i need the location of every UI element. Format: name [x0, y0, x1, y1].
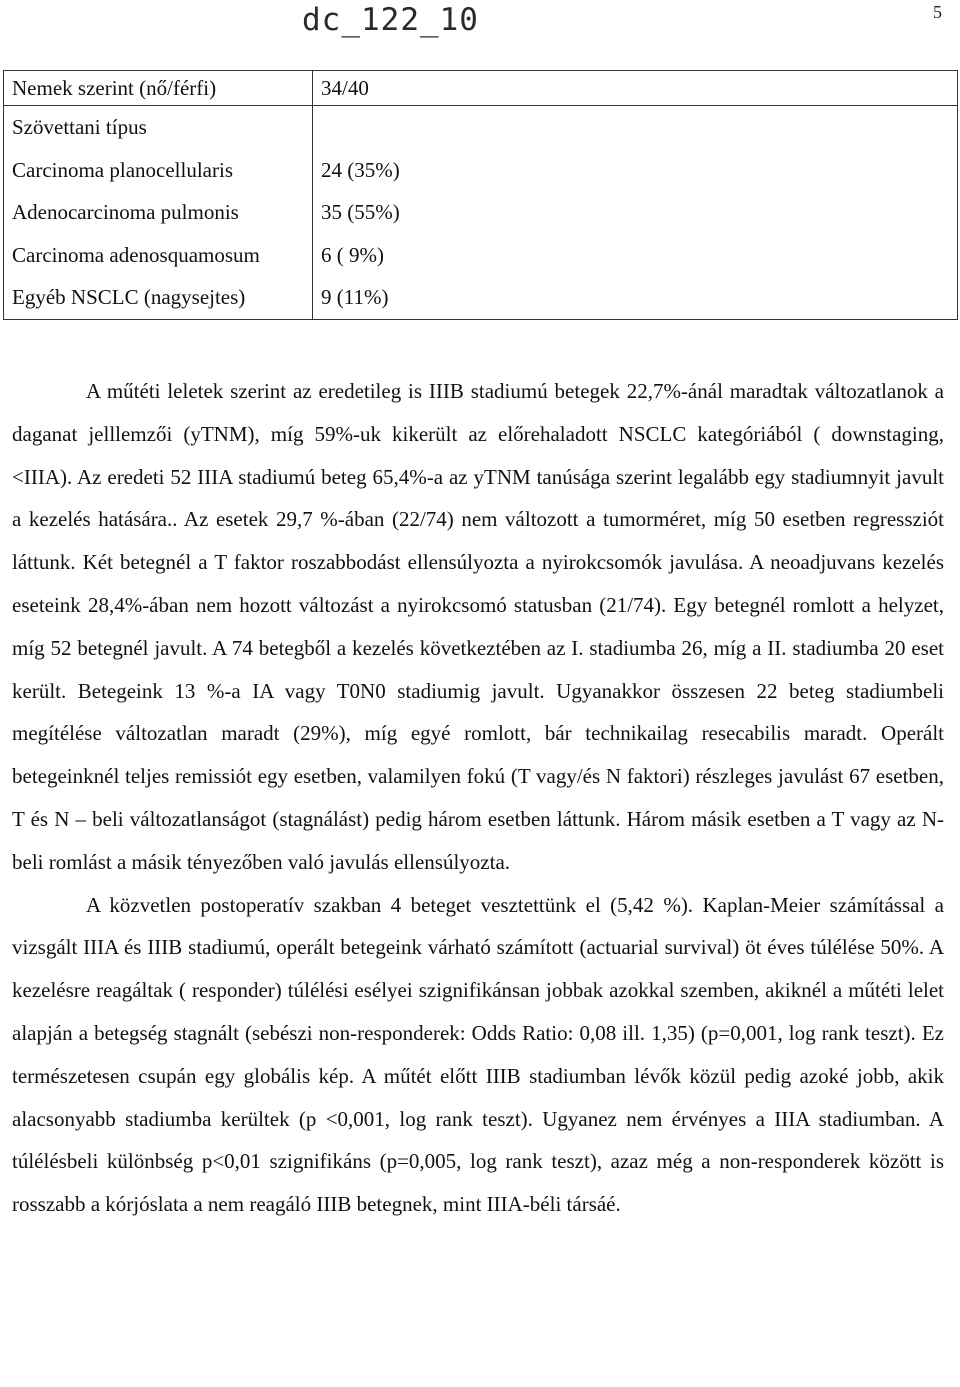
table-cell-text: 6 ( 9%) — [321, 242, 384, 267]
table-cell-text: Szövettani típus — [12, 115, 147, 139]
table-cell-text: 35 (55%) — [321, 200, 400, 224]
table-cell-text: Adenocarcinoma pulmonis — [12, 200, 239, 224]
paragraph: A műtéti leletek szerint az eredetileg is IIIB stadiumú betegek 22,7%-ánál maradtak változatlanok a daganat jelllemzői (yTNM), míg 59%-uk kikerült az előrehaladott NSCLC kategóriából ( downstaging, <IIIA). Az eredeti 52 IIIA stadiumú beteg 65,4%-a az yTNM tanúsága szerint legalább egy stadiumnyit javult a kezelés hatására.. Az esetek 29,7 %-ában (22/74) nem változott a tumorméret, míg 50 esetben regressziót láttunk. Két betegnél a T faktor roszabbodást ellensúlyozta a nyirokcsomók javulása. A neoadjuvans kezelés eseteink 28,4%-ában nem hozott változást a nyirokcsomó statusban (21/74). Egy betegnél romlott a helyzet, míg 52 betegnél javult. A 74 betegből a kezelés következtében az I. stadiumba 26, míg a II. stadiumba 20 eset került. Betegeink 13 %-a IA vagy T0N0 stadiumig javult. Ugyanakkor összesen 22 beteg stadiumbeli megítélése változatlan maradt (29%), míg egyé romlott, bár technikailag resecabilis maradt. Operált betegeinknél teljes remissiót egy esetben, valamilyen fokú (T vagy/és N faktori) részleges javulást 67 esetben, T és N – beli változatlanságot (stagnálást) pedig három esetben láttunk. Három másik esetben a T vagy az N-beli romlást a másik tényezőben való javulás ellensúlyozta. — [12, 379, 944, 874]
table-cell-text: 34/40 — [321, 76, 369, 100]
table-cell-text: Carcinoma adenosquamosum — [12, 242, 260, 267]
table-cell-value — [313, 106, 958, 320]
table-row — [4, 106, 958, 320]
body-text — [12, 370, 944, 1226]
table-row — [4, 71, 958, 106]
table-cell-text: Nemek szerint (nő/férfi) — [12, 76, 217, 100]
table-cell-text: Egyéb NSCLC (nagysejtes) — [12, 285, 246, 309]
patient-characteristics-table — [3, 70, 958, 320]
page-number: 5 — [933, 2, 942, 22]
table-cell-text: 9 (11%) — [321, 285, 389, 309]
paragraph: A közvetlen postoperatív szakban 4 beteget vesztettünk el (5,42 %). Kaplan-Meier számítással a vizsgált IIIA és IIIB stadiumú, operált betegeink várható számított (actuarial survival) öt éves túlélése 50%. A kezelésre reagáltak ( responder) túlélési esélyei szignifikánsan jobbak azokkal szemben, akiknél a műtéti lelet alapján a betegség stagnált (sebészi non-responderek: Odds Ratio: 0,08 ill. 1,35) (p=0,001, log rank teszt). Ez természetesen csupán egy globális kép. A műtét előtt IIIB stadiumban lévők közül pedig azoké jobb, akik alacsonyabb stadiumba kerültek (p <0,001, log rank teszt). Ugyanez nem érvényes a IIIA stadiumban. A túlélésbeli különbség p<0,01 szignifikáns (p=0,005, log rank teszt), azaz még a non-responderek között is rosszabb a kórjóslata a nem reagáló IIIB betegnek, mint IIIA-béli társáé. — [12, 892, 944, 1217]
table-cell-label — [4, 106, 313, 320]
table-cell-label — [4, 71, 313, 106]
doc-code-header: dc_122_10 — [302, 2, 479, 38]
table-cell-value — [313, 71, 958, 106]
table-cell-text — [313, 106, 957, 149]
table-cell-text: 24 (35%) — [321, 157, 400, 182]
table-cell-text: Carcinoma planocellularis — [12, 157, 234, 182]
